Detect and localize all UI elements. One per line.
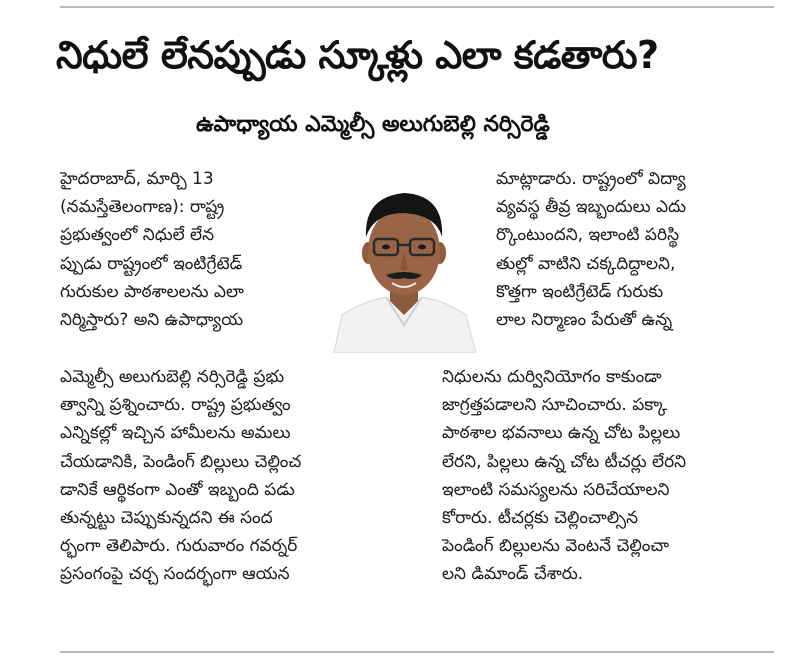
article-row xyxy=(60,476,774,504)
article-line: గురుకుల పాఠశాలలను ఎలా xyxy=(60,281,244,302)
article-line: ప్రభుత్వంలో నిధులే లేన xyxy=(60,225,215,246)
article-line: తుల్లో వాటిని చక్కదిద్దాలని, xyxy=(496,253,676,274)
article-line: కోరారు. టీచర్లకు చెల్లించాల్సిన xyxy=(442,507,639,528)
article-line: జాగ్రత్తపడాలని సూచించారు. పక్కా xyxy=(442,395,668,416)
article-line: నిర్మిస్తారు? అని ఉపాధ్యాయ xyxy=(60,309,244,330)
article-line: తున్నట్టు చెప్పుకున్నదని ఈ సంద xyxy=(60,507,273,528)
article-line: ర్భంగా తెలిపారు. గురువారం గవర్నర్ xyxy=(60,536,298,557)
article-row xyxy=(60,504,774,532)
bottom-rule xyxy=(60,651,774,653)
article-line: పెండింగ్ బిల్లులను వెంటనే చెల్లించా xyxy=(442,536,670,557)
article-column-left xyxy=(60,165,314,334)
article-line: మాట్లాడారు. రాష్ట్రంలో విద్యా xyxy=(496,169,686,189)
article-row xyxy=(60,560,774,588)
article-line: ఎన్నికల్లో ఇచ్చిన హామీలను అమలు xyxy=(60,423,291,444)
article-line: చేయడానికి, పెండింగ్ బిల్లులు చెల్లించ xyxy=(60,451,302,472)
article-line: డానికే ఆర్థికంగా ఎంతో ఇబ్బంది పడు xyxy=(60,479,295,500)
article-line: పాఠశాల భవనాలు ఉన్న చోట పిల్లలు xyxy=(442,423,681,444)
article-line: ఇలాంటి సమస్యలను సరిచేయాలని xyxy=(442,479,670,500)
portrait-illustration xyxy=(324,175,484,353)
article-column-right xyxy=(496,165,776,334)
portrait-photo xyxy=(324,175,484,353)
article-line: హైదరాబాద్, మార్చి 13 xyxy=(60,169,214,189)
article-line: త్వాన్ని ప్రశ్నించారు. రాష్ట్ర ప్రభుత్వం xyxy=(60,395,291,416)
article-line: ప్రసంగంపై చర్చ సందర్భంగా ఆయన xyxy=(60,564,290,585)
article-line: వ్యవస్థ తీవ్ర ఇబ్బందులు ఎదు xyxy=(496,197,686,218)
article-line: ప్పుడు రాష్ట్రంలో ఇంటిగ్రేటెడ్ xyxy=(60,253,243,274)
article-columns-bottom xyxy=(60,363,774,589)
article-line: లాల నిర్మాణం పేరుతో ఉన్న xyxy=(496,309,673,330)
subheadline: ఉపాధ్యాయ ఎమ్మెల్సీ అలుగుబెల్లి నర్సిరెడ్డి xyxy=(196,112,550,137)
top-rule xyxy=(60,6,774,8)
article-line: ర్కొంటుందని, ఇలాంటి పరిస్థి xyxy=(496,225,680,246)
article-line: కొత్తగా ఇంటిగ్రేటెడ్ గురుకు xyxy=(496,281,664,302)
article-row xyxy=(60,391,774,419)
article-row xyxy=(60,363,774,391)
headline: నిధులే లేనప్పుడు స్కూళ్లు ఎలా కడతారు? xyxy=(56,33,659,77)
article-row xyxy=(60,448,774,476)
article-line: నిధులను దుర్వినియోగం కాకుండా xyxy=(442,367,662,387)
article-line: (నమస్తేతెలంగాణ): రాష్ట్ర xyxy=(60,197,225,218)
article-row xyxy=(60,532,774,560)
article-row xyxy=(60,419,774,447)
article-line: ఎమ్మెల్సీ అలుగుబెల్లి నర్సిరెడ్డి ప్రభు xyxy=(60,367,285,387)
article-line: లేరని, పిల్లలు ఉన్న చోట టీచర్లు లేరని xyxy=(442,451,687,472)
article-line: లని డిమాండ్ చేశారు. xyxy=(442,564,584,585)
